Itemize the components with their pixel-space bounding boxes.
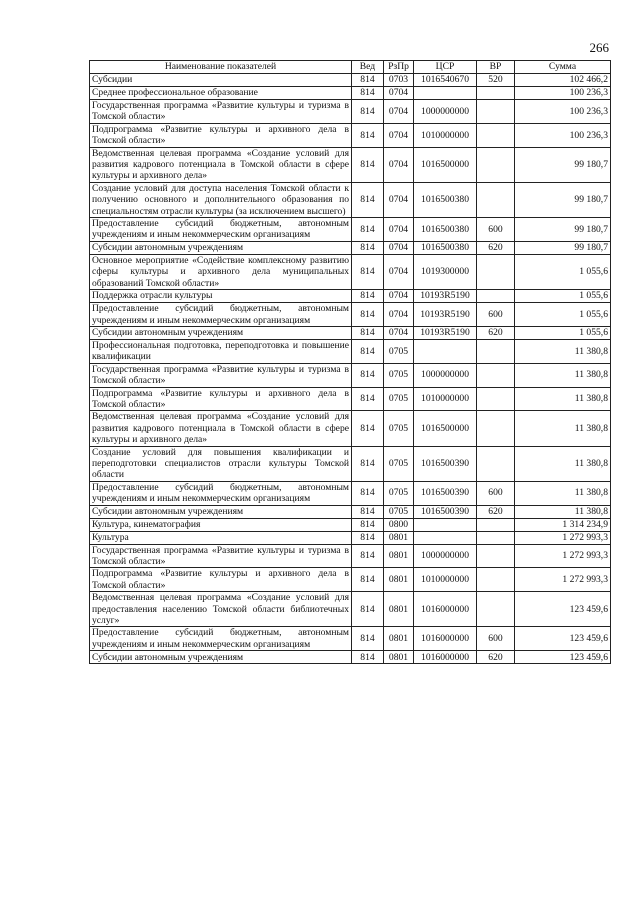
cell-sum: 1 272 993,3: [515, 544, 611, 568]
cell-ved: 814: [352, 100, 384, 124]
cell-csr: 1010000000: [414, 123, 477, 147]
cell-rzpr: 0704: [384, 182, 414, 217]
cell-vr: [477, 411, 515, 446]
cell-csr: 1000000000: [414, 363, 477, 387]
cell-name: Подпрограмма «Развитие культуры и архивного дела в Томской области»: [90, 387, 352, 411]
cell-name: Субсидии: [90, 74, 352, 87]
cell-sum: 1 314 234,9: [515, 518, 611, 531]
cell-csr: 1016500390: [414, 481, 477, 505]
budget-table: [89, 60, 611, 664]
cell-name: Создание условий для доступа населения Томской области к получению основного и дополнительного образования по специальностям отрасли культуры (за исключением высшего): [90, 182, 352, 217]
table-row: [90, 339, 611, 363]
cell-vr: 600: [477, 481, 515, 505]
cell-rzpr: 0704: [384, 303, 414, 327]
cell-rzpr: 0705: [384, 446, 414, 481]
cell-csr: 10193R5190: [414, 290, 477, 303]
cell-vr: [477, 568, 515, 592]
header-csr: ЦСР: [414, 61, 477, 74]
cell-ved: 814: [352, 290, 384, 303]
cell-csr: 1016500390: [414, 505, 477, 518]
cell-csr: 10193R5190: [414, 303, 477, 327]
cell-ved: 814: [352, 544, 384, 568]
cell-sum: 11 380,8: [515, 339, 611, 363]
table-row: [90, 241, 611, 254]
header-sum: Сумма: [515, 61, 611, 74]
table-row: [90, 303, 611, 327]
cell-name: Культура, кинематография: [90, 518, 352, 531]
cell-ved: 814: [352, 74, 384, 87]
cell-sum: 123 459,6: [515, 592, 611, 627]
cell-ved: 814: [352, 147, 384, 182]
header-ved: Вед: [352, 61, 384, 74]
cell-ved: 814: [352, 568, 384, 592]
cell-rzpr: 0801: [384, 592, 414, 627]
cell-csr: 1016540670: [414, 74, 477, 87]
cell-ved: 814: [352, 241, 384, 254]
cell-rzpr: 0801: [384, 627, 414, 651]
cell-name: Субсидии автономным учреждениям: [90, 326, 352, 339]
cell-name: Культура: [90, 531, 352, 544]
cell-vr: 620: [477, 505, 515, 518]
cell-vr: 620: [477, 326, 515, 339]
cell-sum: 100 236,3: [515, 100, 611, 124]
cell-ved: 814: [352, 326, 384, 339]
cell-csr: 1016000000: [414, 627, 477, 651]
cell-csr: 1000000000: [414, 544, 477, 568]
cell-csr: 1016500380: [414, 182, 477, 217]
cell-sum: 11 380,8: [515, 505, 611, 518]
table-header-row: [90, 61, 611, 74]
cell-csr: 10193R5190: [414, 326, 477, 339]
cell-csr: [414, 518, 477, 531]
table-row: [90, 518, 611, 531]
cell-sum: 99 180,7: [515, 218, 611, 242]
cell-csr: 1000000000: [414, 100, 477, 124]
table-row: [90, 147, 611, 182]
cell-ved: 814: [352, 339, 384, 363]
cell-sum: 99 180,7: [515, 182, 611, 217]
cell-csr: 1010000000: [414, 568, 477, 592]
cell-csr: 1016500000: [414, 411, 477, 446]
table-row: [90, 651, 611, 664]
page-number: 266: [589, 40, 609, 55]
cell-rzpr: 0801: [384, 531, 414, 544]
cell-rzpr: 0704: [384, 147, 414, 182]
cell-name: Ведомственная целевая программа «Создание условий для предоставления населению Томской области библиотечных услуг»: [90, 592, 352, 627]
cell-vr: [477, 446, 515, 481]
cell-name: Поддержка отрасли культуры: [90, 290, 352, 303]
table-row: [90, 505, 611, 518]
cell-vr: [477, 518, 515, 531]
cell-sum: 102 466,2: [515, 74, 611, 87]
cell-rzpr: 0705: [384, 505, 414, 518]
cell-vr: [477, 387, 515, 411]
cell-vr: [477, 254, 515, 289]
table-row: [90, 87, 611, 100]
cell-rzpr: 0705: [384, 339, 414, 363]
cell-sum: 11 380,8: [515, 446, 611, 481]
cell-rzpr: 0704: [384, 218, 414, 242]
cell-csr: 1010000000: [414, 387, 477, 411]
cell-ved: 814: [352, 363, 384, 387]
table-row: [90, 627, 611, 651]
cell-sum: 11 380,8: [515, 481, 611, 505]
table-row: [90, 326, 611, 339]
cell-ved: 814: [352, 481, 384, 505]
cell-ved: 814: [352, 87, 384, 100]
cell-name: Предоставление субсидий бюджетным, автономным учреждениям и иным некоммерческим организациям: [90, 303, 352, 327]
cell-ved: 814: [352, 218, 384, 242]
cell-vr: [477, 100, 515, 124]
cell-sum: 1 055,6: [515, 303, 611, 327]
header-name: Наименование показателей: [90, 61, 352, 74]
cell-rzpr: 0705: [384, 481, 414, 505]
table-row: [90, 363, 611, 387]
cell-rzpr: 0704: [384, 326, 414, 339]
cell-csr: [414, 531, 477, 544]
cell-vr: [477, 147, 515, 182]
cell-vr: [477, 339, 515, 363]
cell-rzpr: 0703: [384, 74, 414, 87]
cell-name: Субсидии автономным учреждениям: [90, 241, 352, 254]
table-row: [90, 254, 611, 289]
cell-sum: 100 236,3: [515, 123, 611, 147]
cell-ved: 814: [352, 651, 384, 664]
cell-ved: 814: [352, 387, 384, 411]
cell-ved: 814: [352, 254, 384, 289]
cell-ved: 814: [352, 411, 384, 446]
cell-vr: 520: [477, 74, 515, 87]
cell-ved: 814: [352, 505, 384, 518]
table-row: [90, 123, 611, 147]
table-row: [90, 387, 611, 411]
cell-name: Подпрограмма «Развитие культуры и архивного дела в Томской области»: [90, 123, 352, 147]
table-row: [90, 446, 611, 481]
cell-rzpr: 0801: [384, 651, 414, 664]
cell-vr: [477, 87, 515, 100]
cell-name: Ведомственная целевая программа «Создание условий для развития кадрового потенциала в Томской области в сфере культуры и архивного дела»: [90, 411, 352, 446]
cell-vr: 600: [477, 627, 515, 651]
table-row: [90, 592, 611, 627]
cell-name: Государственная программа «Развитие культуры и туризма в Томской области»: [90, 363, 352, 387]
cell-csr: 1016000000: [414, 592, 477, 627]
table-row: [90, 290, 611, 303]
header-rzpr: РзПр: [384, 61, 414, 74]
table-row: [90, 100, 611, 124]
cell-sum: 11 380,8: [515, 387, 611, 411]
cell-ved: 814: [352, 182, 384, 217]
cell-rzpr: 0705: [384, 387, 414, 411]
cell-sum: 11 380,8: [515, 363, 611, 387]
cell-name: Создание условий для повышения квалификации и переподготовки специалистов отрасли культуры Томской области: [90, 446, 352, 481]
cell-csr: 1016500380: [414, 218, 477, 242]
cell-rzpr: 0705: [384, 411, 414, 446]
cell-name: Среднее профессиональное образование: [90, 87, 352, 100]
cell-vr: [477, 182, 515, 217]
cell-csr: [414, 339, 477, 363]
cell-vr: 620: [477, 241, 515, 254]
cell-rzpr: 0705: [384, 363, 414, 387]
cell-csr: 1016500380: [414, 241, 477, 254]
cell-name: Предоставление субсидий бюджетным, автономным учреждениям и иным некоммерческим организациям: [90, 218, 352, 242]
cell-name: Государственная программа «Развитие культуры и туризма в Томской области»: [90, 544, 352, 568]
cell-csr: 1016500390: [414, 446, 477, 481]
cell-csr: 1016500000: [414, 147, 477, 182]
cell-ved: 814: [352, 303, 384, 327]
cell-rzpr: 0704: [384, 254, 414, 289]
cell-rzpr: 0704: [384, 123, 414, 147]
table-row: [90, 531, 611, 544]
cell-sum: 1 055,6: [515, 254, 611, 289]
cell-vr: [477, 363, 515, 387]
cell-ved: 814: [352, 627, 384, 651]
cell-ved: 814: [352, 592, 384, 627]
table-row: [90, 74, 611, 87]
cell-sum: 99 180,7: [515, 241, 611, 254]
cell-rzpr: 0800: [384, 518, 414, 531]
cell-name: Профессиональная подготовка, переподготовка и повышение квалификации: [90, 339, 352, 363]
cell-name: Государственная программа «Развитие культуры и туризма в Томской области»: [90, 100, 352, 124]
cell-sum: 99 180,7: [515, 147, 611, 182]
table-row: [90, 481, 611, 505]
cell-csr: [414, 87, 477, 100]
cell-ved: 814: [352, 531, 384, 544]
cell-name: Субсидии автономным учреждениям: [90, 505, 352, 518]
cell-name: Субсидии автономным учреждениям: [90, 651, 352, 664]
cell-sum: 1 055,6: [515, 326, 611, 339]
cell-name: Ведомственная целевая программа «Создание условий для развития кадрового потенциала в Томской области в сфере культуры и архивного дела»: [90, 147, 352, 182]
cell-sum: 123 459,6: [515, 627, 611, 651]
cell-vr: [477, 123, 515, 147]
cell-sum: 1 272 993,3: [515, 531, 611, 544]
table-row: [90, 568, 611, 592]
cell-vr: [477, 592, 515, 627]
cell-ved: 814: [352, 518, 384, 531]
cell-vr: 620: [477, 651, 515, 664]
cell-sum: 1 055,6: [515, 290, 611, 303]
cell-ved: 814: [352, 123, 384, 147]
cell-rzpr: 0801: [384, 544, 414, 568]
cell-vr: [477, 544, 515, 568]
cell-vr: [477, 531, 515, 544]
table-row: [90, 544, 611, 568]
cell-name: Основное мероприятие «Содействие комплексному развитию сферы культуры и архивного дела муниципальных образований Томской области»: [90, 254, 352, 289]
cell-rzpr: 0704: [384, 241, 414, 254]
cell-sum: 100 236,3: [515, 87, 611, 100]
cell-ved: 814: [352, 446, 384, 481]
cell-name: Предоставление субсидий бюджетным, автономным учреждениям и иным некоммерческим организациям: [90, 627, 352, 651]
cell-sum: 1 272 993,3: [515, 568, 611, 592]
cell-vr: 600: [477, 303, 515, 327]
header-vr: ВР: [477, 61, 515, 74]
cell-vr: [477, 290, 515, 303]
cell-vr: 600: [477, 218, 515, 242]
cell-name: Предоставление субсидий бюджетным, автономным учреждениям и иным некоммерческим организациям: [90, 481, 352, 505]
cell-rzpr: 0801: [384, 568, 414, 592]
table-body: [90, 74, 611, 664]
cell-csr: 1019300000: [414, 254, 477, 289]
table-row: [90, 411, 611, 446]
cell-rzpr: 0704: [384, 100, 414, 124]
cell-csr: 1016000000: [414, 651, 477, 664]
cell-rzpr: 0704: [384, 290, 414, 303]
cell-sum: 11 380,8: [515, 411, 611, 446]
table-row: [90, 218, 611, 242]
cell-name: Подпрограмма «Развитие культуры и архивного дела в Томской области»: [90, 568, 352, 592]
table-row: [90, 182, 611, 217]
cell-sum: 123 459,6: [515, 651, 611, 664]
cell-rzpr: 0704: [384, 87, 414, 100]
